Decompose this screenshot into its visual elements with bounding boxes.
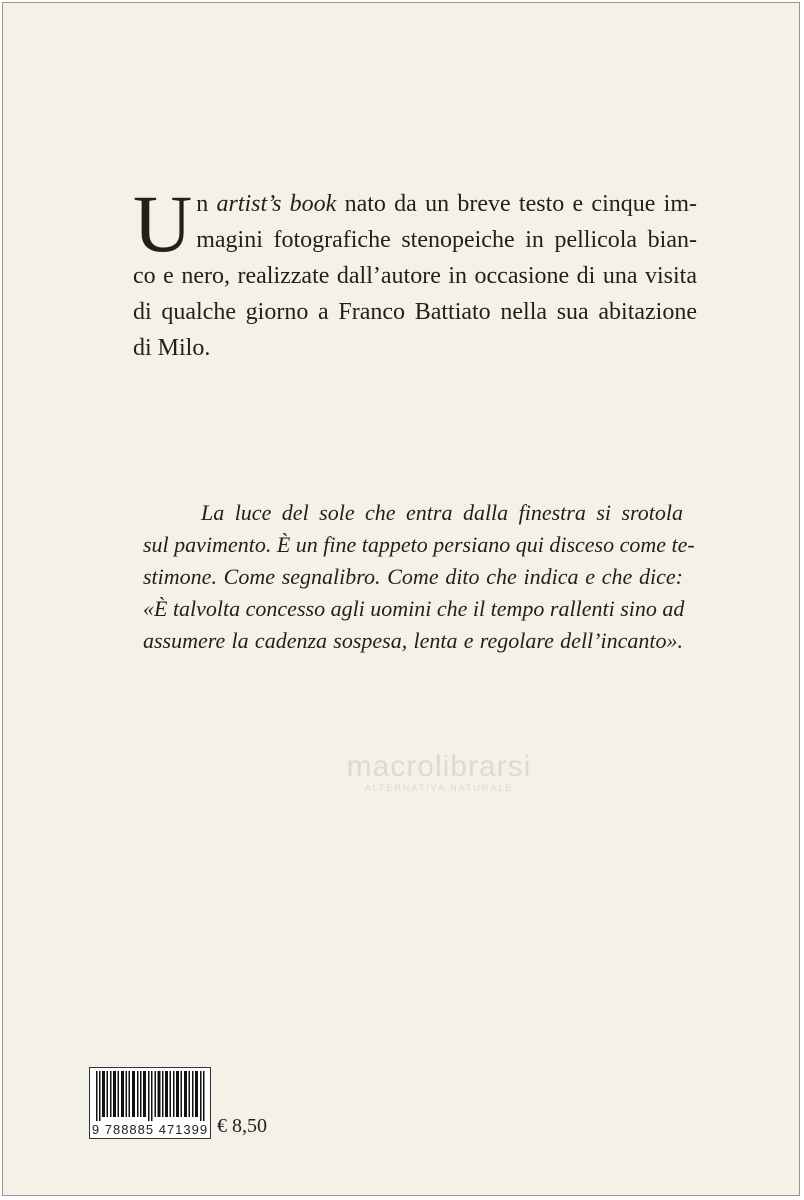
isbn-number: 9 788885 471399 (89, 1122, 211, 1139)
intro-line-1-start: n (196, 191, 217, 217)
intro-line-5: di Milo. (133, 335, 211, 361)
quote-line-1: La luce del sole che entra dalla finestra si srotola (201, 500, 683, 525)
quote-line-3: stimone. Come segnalibro. Come dito che indica e che dice: (143, 564, 683, 589)
quote-line-2: sul pavimento. È un fine tappeto persiano qui disceso come te- (143, 532, 695, 557)
intro-line-4: di qualche giorno a Franco Battiato nella sua abitazione (133, 299, 697, 325)
watermark (289, 751, 589, 793)
artists-book-italic: artist’s book (216, 191, 337, 217)
intro-line-1-end: nato da un breve testo e cinque im- (336, 191, 697, 217)
quote-line-4: «È talvolta concesso agli uomini che il tempo rallenti sino ad (143, 596, 685, 621)
watermark-sub: ALTERNATIVA NATURALE (364, 783, 514, 793)
watermark-main: macrolibrarsi (346, 750, 532, 783)
barcode-bars-icon (96, 1071, 206, 1121)
price: € 8,50 (217, 1115, 267, 1137)
barcode (89, 1067, 211, 1125)
quote-line-5: assumere la cadenza sospesa, lenta e regolare dell’incanto». (143, 628, 683, 653)
intro-line-3: co e nero, realizzate dall’autore in occasione di una visita (133, 263, 697, 289)
intro-paragraph (133, 178, 697, 366)
drop-cap: U (133, 178, 193, 269)
book-back-cover (2, 2, 800, 1196)
intro-line-1 (133, 186, 697, 222)
italic-quote (143, 497, 695, 657)
intro-line-2: magini fotografiche stenopeiche in pellicola bian- (196, 227, 697, 253)
